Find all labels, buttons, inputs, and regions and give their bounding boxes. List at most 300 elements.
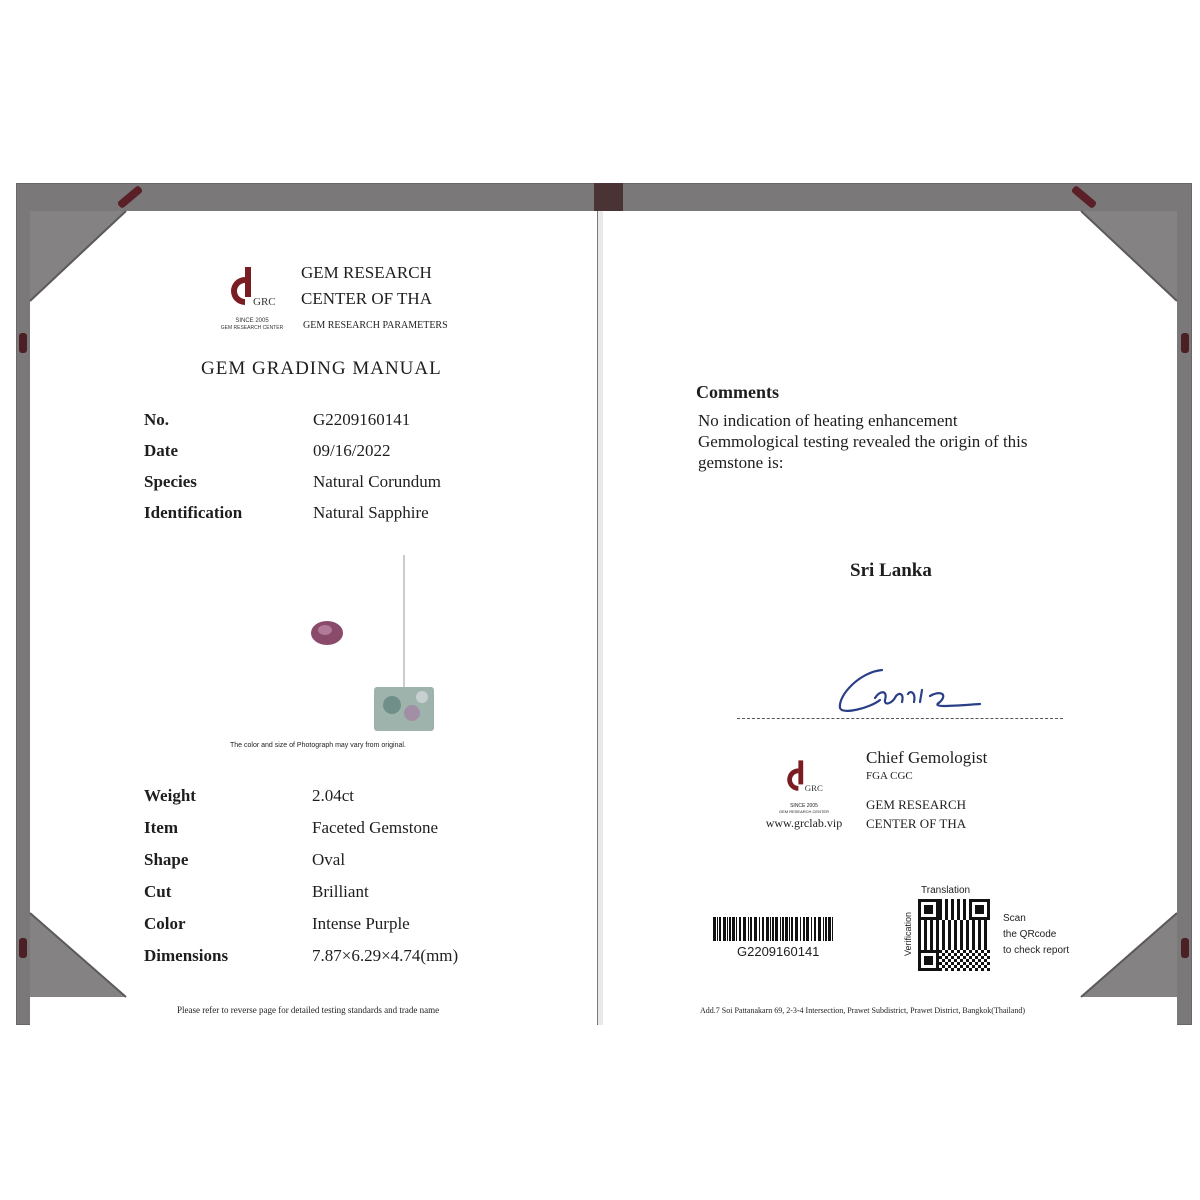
qr-module <box>924 917 927 920</box>
qr-module <box>918 917 921 920</box>
qr-module <box>930 917 933 920</box>
qr-module <box>960 953 963 956</box>
qr-module <box>981 905 984 908</box>
qr-module <box>972 953 975 956</box>
qr-module <box>969 902 972 905</box>
qr-module <box>972 935 975 938</box>
qr-module <box>966 926 969 929</box>
qr-module <box>924 938 927 941</box>
qr-module <box>966 935 969 938</box>
qr-module <box>939 917 942 920</box>
qr-module <box>927 950 930 953</box>
qr-module <box>972 959 975 962</box>
qr-module <box>939 950 942 953</box>
field-label: Identification <box>144 503 243 522</box>
qr-module <box>936 956 939 959</box>
field-label: Color <box>144 914 186 933</box>
qr-module <box>936 935 939 938</box>
qr-module <box>945 902 948 905</box>
qr-module <box>978 920 981 923</box>
barcode-number: G2209160141 <box>737 944 820 959</box>
qr-module <box>969 950 972 953</box>
gem-photo <box>300 555 445 735</box>
qr-module <box>921 968 924 971</box>
qr-module <box>927 959 930 962</box>
field-label: Shape <box>144 850 189 869</box>
qr-module <box>954 938 957 941</box>
signatory-credentials: FGA CGC <box>866 770 913 782</box>
signatory-title: Chief Gemologist <box>866 748 988 767</box>
qr-module <box>984 929 987 932</box>
qr-module <box>951 899 954 902</box>
logo-center-small: GEM RESEARCH CENTER <box>220 325 284 331</box>
qr-module <box>969 917 972 920</box>
barcode-bar <box>772 917 774 941</box>
barcode-bar <box>723 917 726 941</box>
qr-module <box>981 908 984 911</box>
qr-module <box>933 917 936 920</box>
qr-module <box>966 953 969 956</box>
comments-heading: Comments <box>696 382 779 402</box>
qr-module <box>936 947 939 950</box>
qr-module <box>978 923 981 926</box>
qr-module <box>936 899 939 902</box>
barcode-bar <box>814 917 816 941</box>
qr-module <box>948 944 951 947</box>
qr-module <box>966 923 969 926</box>
qr-module <box>951 911 954 914</box>
qr-module <box>936 902 939 905</box>
qr-module <box>975 905 978 908</box>
qr-module <box>969 899 972 902</box>
comment-line3: gemstone is: <box>698 453 784 472</box>
field-row-number <box>144 410 564 441</box>
qr-module <box>936 959 939 962</box>
field-label: Item <box>144 818 178 837</box>
qr-module <box>918 950 921 953</box>
barcode-bar <box>729 917 731 941</box>
qr-module <box>984 923 987 926</box>
qr-module <box>939 968 942 971</box>
qr-module <box>954 941 957 944</box>
qr-module <box>936 950 939 953</box>
qr-module <box>987 914 990 917</box>
qr-module <box>942 947 945 950</box>
qr-module <box>951 917 954 920</box>
field-value: Natural Sapphire <box>313 503 429 522</box>
barcode-bar <box>743 917 746 941</box>
qr-module <box>963 908 966 911</box>
qr-module <box>957 962 960 965</box>
qr-module <box>954 920 957 923</box>
qr-module <box>936 917 939 920</box>
qr-module <box>963 914 966 917</box>
qr-module <box>969 905 972 908</box>
barcode-bar <box>762 917 764 941</box>
barcode-bar <box>823 917 824 941</box>
qr-module <box>987 950 990 953</box>
qr-module <box>957 905 960 908</box>
qr-module <box>921 917 924 920</box>
qr-instructions <box>1003 911 1069 959</box>
qr-module <box>960 938 963 941</box>
qr-module <box>942 920 945 923</box>
barcode-bar <box>782 917 784 941</box>
qr-module <box>930 932 933 935</box>
qr-module <box>936 908 939 911</box>
field-row-shape <box>144 850 564 882</box>
qr-module <box>927 905 930 908</box>
footer-reverse-note: Please refer to reverse page for detailed testing standards and trade name <box>177 1005 440 1015</box>
field-row-identification <box>144 503 564 534</box>
photo-disclaimer: The color and size of Photograph may vary from original. <box>230 742 406 749</box>
org-subtitle: GEM RESEARCH PARAMETERS <box>303 320 448 331</box>
qr-module <box>975 950 978 953</box>
qr-module <box>927 956 930 959</box>
qr-module <box>969 914 972 917</box>
qr-module <box>978 932 981 935</box>
field-label: No. <box>144 410 170 429</box>
barcode-bar <box>785 917 788 941</box>
grc-logo <box>216 265 288 333</box>
qr-module <box>966 932 969 935</box>
qr-module <box>987 911 990 914</box>
qr-module <box>954 947 957 950</box>
qr-module <box>936 965 939 968</box>
qr-module <box>978 944 981 947</box>
qr-module <box>948 965 951 968</box>
qr-module <box>972 899 975 902</box>
qr-module <box>918 911 921 914</box>
qr-module <box>963 902 966 905</box>
signatory-org-line1: GEM RESEARCH <box>866 797 967 812</box>
qr-module <box>945 917 948 920</box>
logo-since: SINCE 2005 <box>235 318 269 324</box>
qr-module <box>918 944 921 947</box>
qr-module <box>918 959 921 962</box>
qr-module <box>954 926 957 929</box>
field-value: 2.04ct <box>312 786 355 805</box>
qr-module <box>978 938 981 941</box>
qr-module <box>963 917 966 920</box>
barcode-bar <box>832 917 833 941</box>
qr-module <box>972 929 975 932</box>
field-label: Dimensions <box>144 946 229 965</box>
qr-module <box>918 953 921 956</box>
qr-module <box>981 899 984 902</box>
field-row-species <box>144 472 564 503</box>
qr-module <box>930 947 933 950</box>
qr-module <box>930 941 933 944</box>
qr-module <box>936 941 939 944</box>
qr-module <box>942 926 945 929</box>
qr-module <box>918 920 921 923</box>
qr-module <box>924 920 927 923</box>
qr-module <box>951 905 954 908</box>
qr-module <box>924 899 927 902</box>
qr-module <box>954 923 957 926</box>
field-label: Weight <box>144 786 196 805</box>
qr-module <box>918 947 921 950</box>
qr-module <box>960 926 963 929</box>
qr-module <box>927 911 930 914</box>
grc-logo-small <box>762 758 846 831</box>
qr-module <box>930 899 933 902</box>
qr-module <box>987 902 990 905</box>
qr-module <box>969 908 972 911</box>
qr-module <box>942 941 945 944</box>
qr-module <box>969 968 972 971</box>
qr-module <box>945 968 948 971</box>
qr-module <box>927 917 930 920</box>
qr-module <box>930 926 933 929</box>
field-label: Species <box>144 472 197 491</box>
qr-module <box>987 956 990 959</box>
website-text: www.grclab.vip <box>765 816 843 830</box>
qr-module <box>966 959 969 962</box>
qr-module <box>930 959 933 962</box>
field-value: Brilliant <box>312 882 369 901</box>
footer-address: Add.7 Soi Pattanakarn 69, 2-3-4 Intersection, Prawet Subdistrict, Prawet District, Bangkok(Thailand) <box>700 1006 1026 1015</box>
qr-module <box>960 935 963 938</box>
barcode-bar <box>780 917 781 941</box>
qr-module <box>957 968 960 971</box>
barcode-bar <box>748 917 749 941</box>
qr-module <box>960 941 963 944</box>
qr-module <box>924 923 927 926</box>
qr-module <box>948 959 951 962</box>
qr-module <box>948 938 951 941</box>
qr-module <box>978 965 981 968</box>
barcode-bar <box>825 917 827 941</box>
qr-module <box>948 926 951 929</box>
qr-module <box>984 917 987 920</box>
qr-module <box>936 923 939 926</box>
qr-module <box>957 902 960 905</box>
qr-module <box>942 953 945 956</box>
qr-module <box>984 941 987 944</box>
qr-module <box>918 941 921 944</box>
qr-module <box>960 959 963 962</box>
qr-module <box>948 920 951 923</box>
qr-module <box>936 968 939 971</box>
qr-module <box>963 899 966 902</box>
qr-module <box>924 941 927 944</box>
qr-module <box>957 911 960 914</box>
qr-module <box>963 950 966 953</box>
field-value: Natural Corundum <box>313 472 441 491</box>
qr-module <box>957 956 960 959</box>
qr-module <box>918 938 921 941</box>
barcode-bar <box>791 917 793 941</box>
field-value: G2209160141 <box>313 410 411 429</box>
qr-module <box>975 956 978 959</box>
qr-module <box>942 935 945 938</box>
grc-logo-mark: GRC <box>253 296 276 308</box>
signatory-org-line2: CENTER OF THA <box>866 816 967 831</box>
qr-module <box>978 908 981 911</box>
qr-module <box>972 941 975 944</box>
qr-module <box>969 956 972 959</box>
qr-module <box>936 953 939 956</box>
qr-module <box>924 959 927 962</box>
field-row-weight <box>144 786 564 818</box>
qr-module <box>933 950 936 953</box>
qr-module <box>972 923 975 926</box>
signature-image <box>830 660 990 720</box>
qr-module <box>945 911 948 914</box>
qr-module <box>984 944 987 947</box>
qr-module <box>975 968 978 971</box>
qr-module <box>963 956 966 959</box>
qr-module <box>984 926 987 929</box>
qr-module <box>978 911 981 914</box>
qr-module <box>924 926 927 929</box>
qr-module <box>957 950 960 953</box>
barcode-bar <box>803 917 805 941</box>
qr-module <box>942 965 945 968</box>
barcode <box>713 917 835 959</box>
barcode-bar <box>719 917 721 941</box>
qr-module <box>948 935 951 938</box>
qr-module <box>954 944 957 947</box>
grc-logo-small-mark: GRC <box>804 782 823 793</box>
qr-module <box>939 911 942 914</box>
barcode-bar <box>806 917 809 941</box>
qr-module <box>957 899 960 902</box>
qr-module <box>936 911 939 914</box>
grc-logo-small-icon <box>784 758 824 798</box>
qr-module <box>942 923 945 926</box>
qr-module <box>930 935 933 938</box>
qr-module <box>930 956 933 959</box>
qr-module <box>918 926 921 929</box>
barcode-bar <box>732 917 735 941</box>
qr-module <box>975 911 978 914</box>
qr-module <box>948 929 951 932</box>
comment-line2: Gemmological testing revealed the origin of this <box>698 432 1028 451</box>
qr-module <box>972 965 975 968</box>
qr-module <box>918 962 921 965</box>
qr-module <box>951 968 954 971</box>
qr-module <box>918 902 921 905</box>
qr-module <box>930 944 933 947</box>
document-title: GEM GRADING MANUAL <box>201 358 442 379</box>
qr-module <box>987 917 990 920</box>
barcode-bar <box>818 917 821 941</box>
field-row-dimensions <box>144 946 564 978</box>
qr-module <box>918 956 921 959</box>
qr-module <box>924 908 927 911</box>
qr-module <box>978 905 981 908</box>
qr-module <box>984 932 987 935</box>
qr-module <box>966 938 969 941</box>
qr-module <box>948 932 951 935</box>
qr-module <box>951 950 954 953</box>
qr-module <box>981 968 984 971</box>
qr-module <box>936 920 939 923</box>
qr-module <box>930 911 933 914</box>
field-value: Oval <box>312 850 346 869</box>
barcode-bar <box>770 917 771 941</box>
qr-module <box>963 962 966 965</box>
qr-module <box>918 908 921 911</box>
qr-module <box>933 899 936 902</box>
qr-module <box>978 929 981 932</box>
qr-module <box>930 968 933 971</box>
qr-module <box>987 908 990 911</box>
qr-module <box>945 956 948 959</box>
qr-module <box>927 962 930 965</box>
barcode-bar <box>828 917 831 941</box>
qr-module <box>951 914 954 917</box>
qr-module <box>972 920 975 923</box>
field-label: Date <box>144 441 178 460</box>
field-row-date <box>144 441 564 472</box>
qr-module <box>936 962 939 965</box>
qr-module <box>930 929 933 932</box>
field-row-item <box>144 818 564 850</box>
qr-module <box>963 905 966 908</box>
qr-module <box>924 968 927 971</box>
qr-module <box>972 932 975 935</box>
qr-module <box>948 923 951 926</box>
qr-module <box>945 905 948 908</box>
qr-module <box>984 965 987 968</box>
qr-module <box>978 926 981 929</box>
qr-module <box>960 920 963 923</box>
qr-module <box>963 911 966 914</box>
qr-code[interactable] <box>918 899 990 971</box>
qr-module <box>963 968 966 971</box>
qr-translation-label: Translation <box>921 885 971 896</box>
qr-module <box>945 908 948 911</box>
qr-module <box>954 932 957 935</box>
qr-module <box>942 932 945 935</box>
qr-module <box>918 935 921 938</box>
barcode-bar <box>800 917 801 941</box>
qr-module <box>984 935 987 938</box>
qr-module <box>978 935 981 938</box>
qr-module <box>939 956 942 959</box>
qr-module <box>939 905 942 908</box>
qr-module <box>951 902 954 905</box>
qr-module <box>984 899 987 902</box>
qr-module <box>924 935 927 938</box>
qr-module <box>960 932 963 935</box>
qr-module <box>954 953 957 956</box>
field-row-color <box>144 914 564 946</box>
org-name-line2: CENTER OF THA <box>301 289 432 308</box>
qr-module <box>957 908 960 911</box>
qr-module <box>942 929 945 932</box>
barcode-bar <box>811 917 812 941</box>
qr-module <box>981 911 984 914</box>
logo-small-center: GEM RESEARCH CENTER <box>778 809 829 814</box>
grc-logo-icon <box>227 265 277 313</box>
qr-module <box>945 914 948 917</box>
qr-module <box>966 965 969 968</box>
qr-module <box>936 914 939 917</box>
qr-module <box>948 941 951 944</box>
qr-module <box>918 905 921 908</box>
qr-module <box>984 959 987 962</box>
qr-module <box>930 950 933 953</box>
qr-module <box>981 956 984 959</box>
barcode-bar <box>750 917 752 941</box>
signature-line <box>737 718 1063 719</box>
field-value: 7.87×6.29×4.74(mm) <box>312 946 459 965</box>
